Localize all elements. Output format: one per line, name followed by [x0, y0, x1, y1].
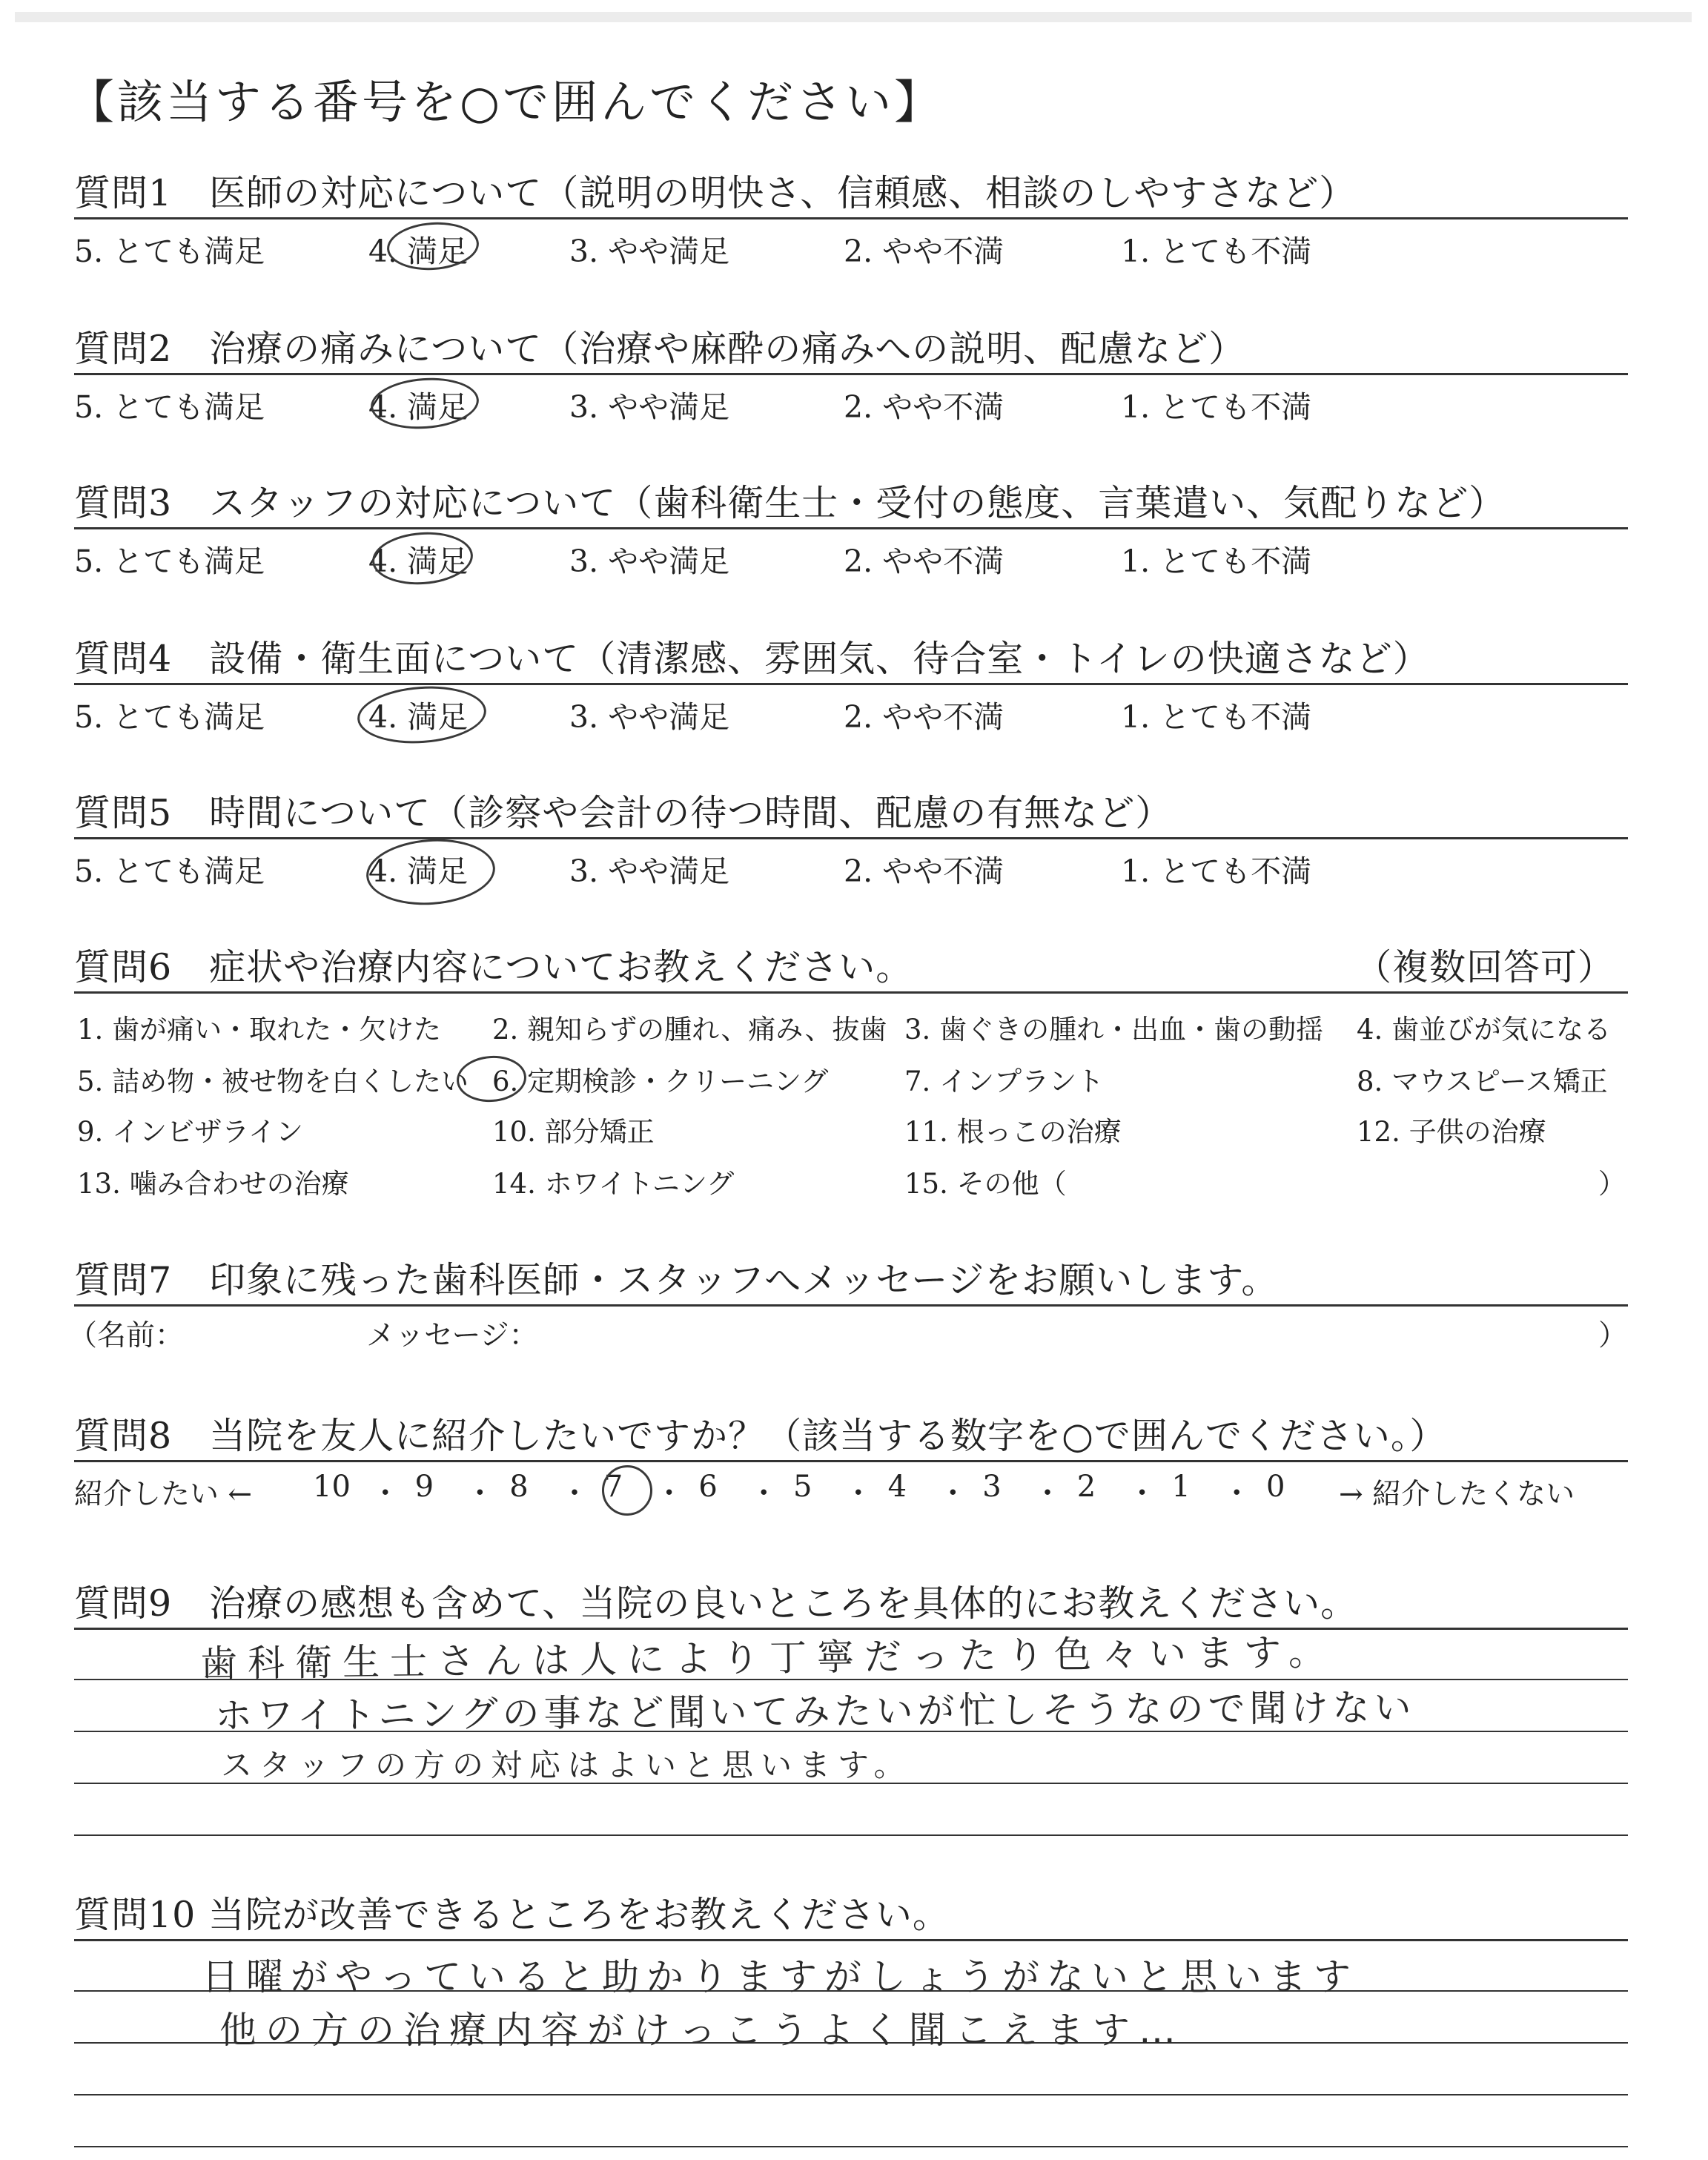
- q6-item-4[interactable]: 4. 歯並びが気になる: [1357, 1014, 1612, 1046]
- q8-scale-value-4[interactable]: 4: [887, 1470, 907, 1504]
- question-8-rule: [74, 1460, 1628, 1462]
- q10-rule-1: [74, 1939, 1628, 1941]
- q6-item-5[interactable]: 5. 詰め物・被せ物を白くしたい: [77, 1066, 469, 1097]
- q8-scale-value-7[interactable]: 7: [603, 1470, 623, 1504]
- question-4-title: 質問4 設備・衛生面について（清潔感、雰囲気、待合室・トイレの快適さなど）: [74, 638, 1430, 680]
- q9-answer-line-1: 歯科衛生士さんは人により丁寧だったり色々います。: [199, 1630, 1337, 1685]
- q5-option-1[interactable]: 1. とても不満: [1121, 853, 1312, 889]
- q5-option-3[interactable]: 3. やや満足: [569, 853, 730, 889]
- q10-answer-line-2: 他の方の治療内容がけっこうよく聞こえます…: [219, 2009, 1185, 2052]
- q4-option-5[interactable]: 5. とても満足: [74, 699, 265, 735]
- question-1-title: 質問1 医師の対応について（説明の明快さ、信頼感、相談のしやすさなど）: [74, 172, 1357, 214]
- q6-item-2[interactable]: 2. 親知らずの腫れ、痛み、抜歯: [492, 1014, 887, 1046]
- q1-option-2[interactable]: 2. やや不満: [844, 234, 1004, 269]
- q10-rule-5: [74, 2146, 1628, 2147]
- question-2-rule: [74, 373, 1628, 375]
- question-6-note: （複数回答可）: [1355, 946, 1615, 988]
- question-10-title: 質問10 当院が改善できるところをお教えください。: [74, 1894, 950, 1936]
- q6-item-7[interactable]: 7. インプラント: [904, 1066, 1105, 1097]
- q6-item-15[interactable]: 15. その他（: [904, 1168, 1067, 1200]
- q7-close-paren: ）: [1598, 1319, 1628, 1353]
- question-3-rule: [74, 527, 1628, 529]
- q4-option-2[interactable]: 2. やや不満: [844, 699, 1004, 735]
- q6-item-10[interactable]: 10. 部分矯正: [492, 1116, 655, 1148]
- q2-option-3[interactable]: 3. やや満足: [569, 389, 730, 425]
- q8-scale-separator: ・: [843, 1476, 873, 1510]
- q7-message-label: メッセージ：: [366, 1319, 538, 1353]
- q4-option-4[interactable]: 4. 満足: [368, 699, 469, 735]
- q8-scale-value-2[interactable]: 2: [1076, 1470, 1096, 1504]
- q1-option-3[interactable]: 3. やや満足: [569, 234, 730, 269]
- q1-option-5[interactable]: 5. とても満足: [74, 234, 265, 269]
- scan-top-edge: [15, 12, 1692, 22]
- q6-other-close-paren: ）: [1598, 1168, 1626, 1200]
- q5-option-2[interactable]: 2. やや不満: [844, 853, 1004, 889]
- question-8-title: 質問8 当院を友人に紹介したいですか？（該当する数字を○で囲んでください。）: [74, 1415, 1447, 1457]
- question-2-title: 質問2 治療の痛みについて（治療や麻酔の痛みへの説明、配慮など）: [74, 328, 1246, 370]
- q6-item-11[interactable]: 11. 根っこの治療: [904, 1116, 1122, 1148]
- q8-scale-separator: ・: [654, 1476, 684, 1510]
- q9-answer-line-3: スタッフの方の対応はよいと思います。: [221, 1747, 913, 1783]
- question-4-rule: [74, 683, 1628, 685]
- q3-option-1[interactable]: 1. とても不満: [1121, 544, 1312, 579]
- q8-scale-separator: ・: [938, 1476, 968, 1510]
- q3-option-5[interactable]: 5. とても満足: [74, 544, 265, 579]
- question-5-title: 質問5 時間について（診察や会計の待つ時間、配慮の有無など）: [74, 792, 1173, 834]
- q4-option-1[interactable]: 1. とても不満: [1121, 699, 1312, 735]
- q2-option-5[interactable]: 5. とても満足: [74, 389, 265, 425]
- q6-item-6[interactable]: 6. 定期検診・クリーニング: [492, 1066, 829, 1097]
- q8-left-label: 紹介したい ←: [74, 1478, 253, 1511]
- q2-option-4[interactable]: 4. 満足: [368, 389, 469, 425]
- q2-option-1[interactable]: 1. とても不満: [1121, 389, 1312, 425]
- q6-item-14[interactable]: 14. ホワイトニング: [492, 1168, 735, 1200]
- q6-item-8[interactable]: 8. マウスピース矯正: [1357, 1066, 1608, 1097]
- q9-answer-line-2: ホワイトニングの事など聞いてみたいが忙しそうなので聞けない: [214, 1685, 1416, 1737]
- q6-item-1[interactable]: 1. 歯が痛い・取れた・欠けた: [77, 1014, 442, 1046]
- q7-name-label: （名前：: [68, 1319, 185, 1353]
- q8-scale-separator: ・: [370, 1476, 400, 1510]
- q3-option-3[interactable]: 3. やや満足: [569, 544, 730, 579]
- q1-option-4[interactable]: 4. 満足: [368, 234, 469, 269]
- q6-item-13[interactable]: 13. 噛み合わせの治療: [77, 1168, 349, 1200]
- q8-scale-value-0[interactable]: 0: [1266, 1470, 1285, 1504]
- question-1-rule: [74, 217, 1628, 219]
- q6-item-12[interactable]: 12. 子供の治療: [1357, 1116, 1546, 1148]
- q10-answer-line-1: 日曜がやっていると助かりますがしょうがないと思います: [202, 1955, 1358, 1998]
- q8-scale-separator: ・: [749, 1476, 779, 1510]
- q8-scale-value-1[interactable]: 1: [1171, 1470, 1191, 1504]
- q8-scale-separator: ・: [1033, 1476, 1062, 1510]
- q8-scale-value-10[interactable]: 10: [313, 1470, 351, 1504]
- q8-scale-separator: ・: [1127, 1476, 1157, 1510]
- q8-scale-value-8[interactable]: 8: [509, 1470, 529, 1504]
- q8-scale-value-5[interactable]: 5: [793, 1470, 812, 1504]
- question-5-rule: [74, 837, 1628, 839]
- q8-scale-separator: ・: [465, 1476, 495, 1510]
- q8-scale-separator: ・: [560, 1476, 589, 1510]
- q9-rule-5: [74, 1834, 1628, 1836]
- q4-option-3[interactable]: 3. やや満足: [569, 699, 730, 735]
- question-9-title: 質問9 治療の感想も含めて、当院の良いところを具体的にお教えください。: [74, 1582, 1358, 1625]
- q6-item-9[interactable]: 9. インビザライン: [77, 1116, 303, 1148]
- question-6-title: 質問6 症状や治療内容についてお教えください。: [74, 946, 913, 988]
- q8-scale-value-6[interactable]: 6: [698, 1470, 718, 1504]
- question-7-title: 質問7 印象に残った歯科医師・スタッフへメッセージをお願いします。: [74, 1259, 1279, 1301]
- q3-option-4[interactable]: 4. 満足: [368, 544, 469, 579]
- q6-item-3[interactable]: 3. 歯ぐきの腫れ・出血・歯の動揺: [904, 1014, 1324, 1046]
- q5-option-5[interactable]: 5. とても満足: [74, 853, 265, 889]
- q8-scale-value-9[interactable]: 9: [414, 1470, 434, 1504]
- q8-scale-separator: ・: [1222, 1476, 1252, 1510]
- page-heading: 【該当する番号を○で囲んでください】: [68, 75, 944, 129]
- q5-option-4[interactable]: 4. 満足: [368, 853, 469, 889]
- q10-rule-4: [74, 2094, 1628, 2095]
- q1-option-1[interactable]: 1. とても不満: [1121, 234, 1312, 269]
- q3-option-2[interactable]: 2. やや不満: [844, 544, 1004, 579]
- question-6-rule: [74, 991, 1628, 994]
- q8-scale-value-3[interactable]: 3: [982, 1470, 1002, 1504]
- q8-right-label: → 紹介したくない: [1339, 1478, 1575, 1511]
- question-7-rule: [74, 1304, 1628, 1307]
- q2-option-2[interactable]: 2. やや不満: [844, 389, 1004, 425]
- question-3-title: 質問3 スタッフの対応について（歯科衛生士・受付の態度、言葉遣い、気配りなど）: [74, 482, 1506, 524]
